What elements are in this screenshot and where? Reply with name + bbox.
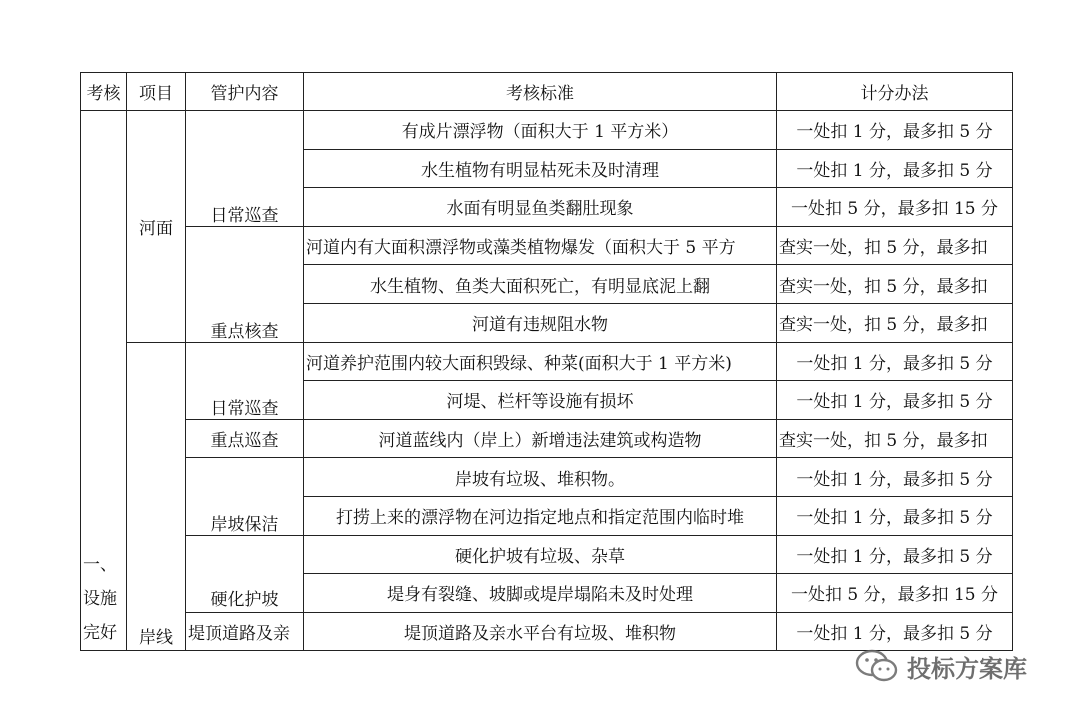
category-cell xyxy=(81,111,127,651)
standard-cell: 河道内有大面积漂浮物或藻类植物爆发（面积大于 5 平方 xyxy=(304,226,777,265)
content-daily-patrol-2: 日常巡查 xyxy=(186,342,304,419)
content-daily-patrol: 日常巡查 xyxy=(186,111,304,227)
wechat-icon xyxy=(855,648,899,684)
standard-cell: 有成片漂浮物（面积大于 1 平方米） xyxy=(304,111,777,150)
score-cell: 一处扣 1 分，最多扣 5 分 xyxy=(777,111,1013,150)
score-cell: 一处扣 1 分，最多扣 5 分 xyxy=(777,612,1013,651)
standard-cell: 水生植物、鱼类大面积死亡，有明显底泥上翻 xyxy=(304,265,777,304)
standard-cell: 河道养护范围内较大面积毁绿、种菜(面积大于 1 平方米) xyxy=(304,342,777,381)
content-key-patrol: 重点巡查 xyxy=(186,419,304,458)
score-cell: 一处扣 5 分，最多扣 15 分 xyxy=(777,188,1013,227)
score-cell: 一处扣 1 分，最多扣 5 分 xyxy=(777,535,1013,574)
content-embankment-road: 堤顶道路及亲 xyxy=(186,612,304,651)
table-row xyxy=(81,226,1013,265)
score-cell: 查实一处，扣 5 分，最多扣 xyxy=(777,303,1013,342)
score-cell: 一处扣 1 分，最多扣 5 分 xyxy=(777,458,1013,497)
score-cell: 一处扣 1 分，最多扣 5 分 xyxy=(777,149,1013,188)
score-cell: 查实一处，扣 5 分，最多扣 xyxy=(777,265,1013,304)
table-row xyxy=(81,612,1013,651)
header-row xyxy=(81,73,1013,111)
content-hard-bank: 硬化护坡 xyxy=(186,535,304,612)
standard-cell: 水面有明显鱼类翻肚现象 xyxy=(304,188,777,227)
standard-cell: 打捞上来的漂浮物在河边指定地点和指定范围内临时堆 xyxy=(304,496,777,535)
standard-cell: 水生植物有明显枯死未及时清理 xyxy=(304,149,777,188)
header-standard: 考核标准 xyxy=(304,73,777,111)
standard-cell: 河堤、栏杆等设施有损坏 xyxy=(304,381,777,420)
watermark xyxy=(855,648,1027,684)
header-score: 计分办法 xyxy=(777,73,1013,111)
table-row xyxy=(81,419,1013,458)
category-line: 设施 xyxy=(83,589,117,610)
score-cell: 一处扣 5 分，最多扣 15 分 xyxy=(777,574,1013,613)
score-cell: 一处扣 1 分，最多扣 5 分 xyxy=(777,381,1013,420)
score-cell: 查实一处，扣 5 分，最多扣 xyxy=(777,226,1013,265)
score-cell: 一处扣 1 分，最多扣 5 分 xyxy=(777,496,1013,535)
assessment-table xyxy=(80,72,1013,651)
watermark-text: 投标方案库 xyxy=(907,654,1027,683)
standard-cell: 河道蓝线内（岸上）新增违法建筑或构造物 xyxy=(304,419,777,458)
content-bank-clean: 岸坡保洁 xyxy=(186,458,304,535)
standard-cell: 岸坡有垃圾、堆积物。 xyxy=(304,458,777,497)
header-category: 考核 xyxy=(81,73,127,111)
score-cell: 查实一处，扣 5 分，最多扣 xyxy=(777,419,1013,458)
standard-cell: 硬化护坡有垃圾、杂草 xyxy=(304,535,777,574)
category-line: 完好 xyxy=(83,623,117,644)
table-row xyxy=(81,342,1013,381)
category-line: 一、 xyxy=(83,555,117,576)
standard-cell: 堤顶道路及亲水平台有垃圾、堆积物 xyxy=(304,612,777,651)
project-bank-line: 岸线 xyxy=(127,342,186,651)
header-content: 管护内容 xyxy=(186,73,304,111)
content-key-check: 重点核查 xyxy=(186,226,304,342)
score-cell: 一处扣 1 分，最多扣 5 分 xyxy=(777,342,1013,381)
standard-cell: 河道有违规阻水物 xyxy=(304,303,777,342)
header-project: 项目 xyxy=(127,73,186,111)
table-row xyxy=(81,535,1013,574)
standard-cell: 堤身有裂缝、坡脚或堤岸塌陷未及时处理 xyxy=(304,574,777,613)
project-river-surface: 河面 xyxy=(127,111,186,343)
table-row xyxy=(81,111,1013,150)
table-row xyxy=(81,458,1013,497)
